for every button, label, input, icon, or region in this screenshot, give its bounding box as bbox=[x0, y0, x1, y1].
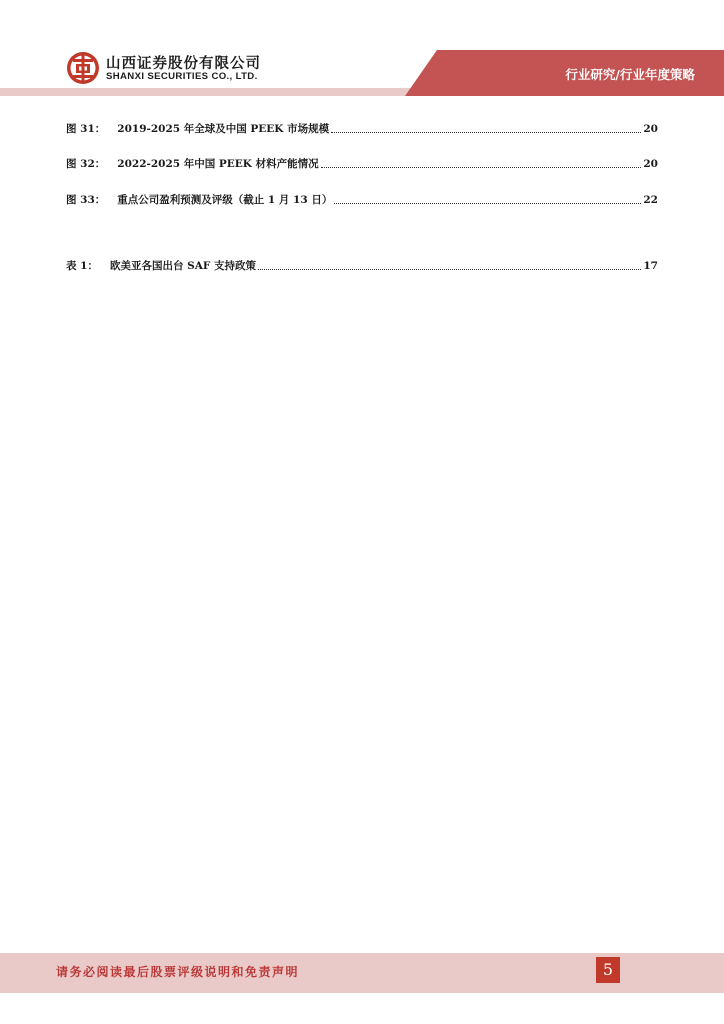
toc-leader-dots bbox=[334, 203, 641, 204]
toc-title: 2022-2025 年中国 PEEK 材料产能情况 bbox=[117, 158, 319, 170]
toc-label: 图 33： bbox=[66, 194, 106, 206]
page-header bbox=[0, 0, 724, 100]
toc-leader-dots bbox=[258, 269, 641, 270]
toc-figure-31[interactable] bbox=[66, 121, 658, 137]
company-name-en: SHANXI SECURITIES CO., LTD. bbox=[106, 71, 258, 82]
company-logo-icon bbox=[66, 51, 100, 85]
toc-title: 2019-2025 年全球及中国 PEEK 市场规模 bbox=[117, 123, 330, 135]
toc-figure-32[interactable] bbox=[66, 156, 658, 172]
toc-title: 重点公司盈利预测及评级（截止 1 月 13 日） bbox=[117, 194, 333, 206]
toc-leader-dots bbox=[331, 132, 641, 133]
footer-disclaimer: 请务必阅读最后股票评级说明和免责声明 bbox=[56, 965, 300, 979]
toc-title: 欧美亚各国出台 SAF 支持政策 bbox=[109, 260, 256, 272]
toc-page-number: 20 bbox=[643, 158, 658, 170]
company-name-cn: 山西证券股份有限公司 bbox=[106, 56, 261, 72]
toc-label: 图 31： bbox=[66, 123, 106, 135]
toc-leader-dots bbox=[321, 167, 642, 168]
toc-label: 表 1： bbox=[66, 260, 98, 272]
toc-label: 图 32： bbox=[66, 158, 106, 170]
toc-figure-33[interactable] bbox=[66, 192, 658, 208]
toc-table-1[interactable] bbox=[66, 258, 658, 274]
toc-page-number: 17 bbox=[643, 260, 658, 272]
report-category: 行业研究/行业年度策略 bbox=[565, 67, 695, 82]
toc-page-number: 22 bbox=[643, 194, 658, 206]
toc-page-number: 20 bbox=[643, 123, 658, 135]
page-number: 5 bbox=[596, 957, 620, 983]
